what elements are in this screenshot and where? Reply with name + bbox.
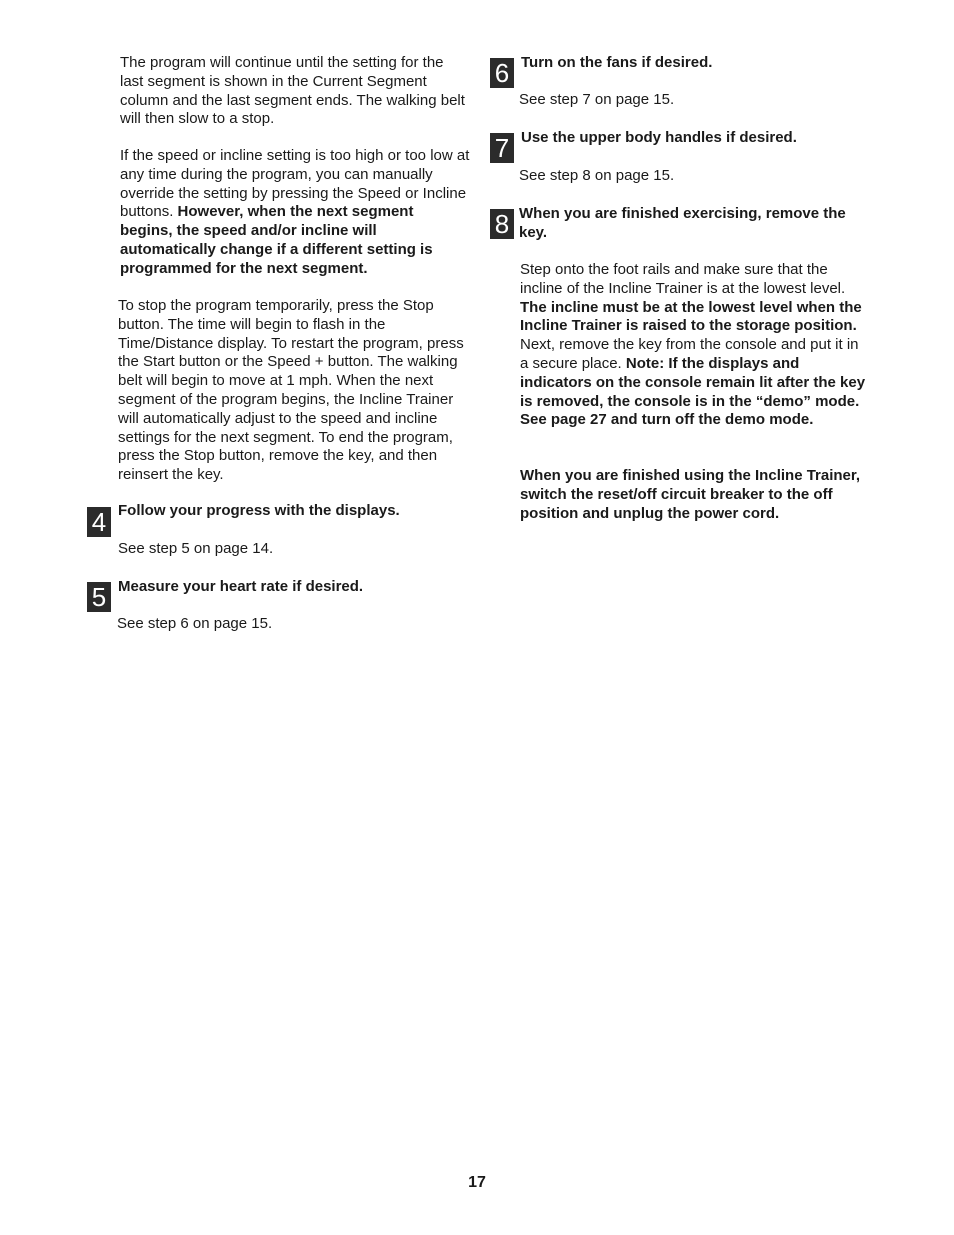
paragraph-override-setting xyxy=(120,147,470,279)
step-4-text: See step 5 on page 14. xyxy=(118,540,274,557)
paragraph-stop-program: To stop the program temporarily, press the Stop button. The time will begin to flash in the Time/Distance display. To restart the program, press the Start button or the Speed + button. The walking belt will begin to move at 1 mph. When the next segment of the program begins, the Incline Trainer will automatically adjust to the speed and incline settings for the next segment. To end the program, press the Stop button, remove the key, and then reinsert the key. xyxy=(118,297,464,484)
step-number-7: 7 xyxy=(490,133,514,163)
override-text: If the speed or incline setting is too high or too low at any time during the program, you can manually override the setting by pressing the Speed or Incline buttons. xyxy=(120,147,470,221)
override-warning: However, when the next segment begins, the speed and/or incline will automatically change if a different setting is programmed for the next segment. xyxy=(120,203,433,277)
step-5-title: Measure your heart rate if desired. xyxy=(118,578,364,595)
step-8-final-instruction: When you are finished using the Incline Trainer, switch the reset/off circuit breaker to the off position and unplug the power cord. xyxy=(520,467,861,522)
step-number-8: 8 xyxy=(490,209,514,239)
step-number-6: 6 xyxy=(490,58,514,88)
step-6-title: Turn on the fans if desired. xyxy=(521,54,713,71)
step-8-text-2: Next, remove the key from the console and put it in a secure place. xyxy=(520,336,859,372)
page-number: 17 xyxy=(468,1174,486,1191)
step-8-warning: The incline must be at the lowest level when the Incline Trainer is raised to the storage position. xyxy=(520,298,862,335)
step-7-text: See step 8 on page 15. xyxy=(519,167,675,184)
step-number-5: 5 xyxy=(87,582,111,612)
step-4-title: Follow your progress with the displays. xyxy=(118,502,400,519)
step-8-instructions xyxy=(520,261,870,430)
step-8-note: Note: If the displays and indicators on the console remain lit after the key is removed, the console is in the “demo” mode. See page 27 and turn off the demo mode. xyxy=(520,354,866,429)
step-5-text: See step 6 on page 15. xyxy=(117,615,273,632)
step-7-title: Use the upper body handles if desired. xyxy=(521,129,797,146)
step-8-title: When you are finished exercising, remove the key. xyxy=(519,205,846,241)
step-6-text: See step 7 on page 15. xyxy=(519,91,675,108)
step-8-text-1: Step onto the foot rails and make sure that the incline of the Incline Trainer is at the lowest level. xyxy=(520,261,846,297)
step-number-4: 4 xyxy=(87,507,111,537)
paragraph-program-continue: The program will continue until the setting for the last segment is shown in the Current Segment column and the last segment ends. The walking belt will then slow to a stop. xyxy=(120,54,465,128)
